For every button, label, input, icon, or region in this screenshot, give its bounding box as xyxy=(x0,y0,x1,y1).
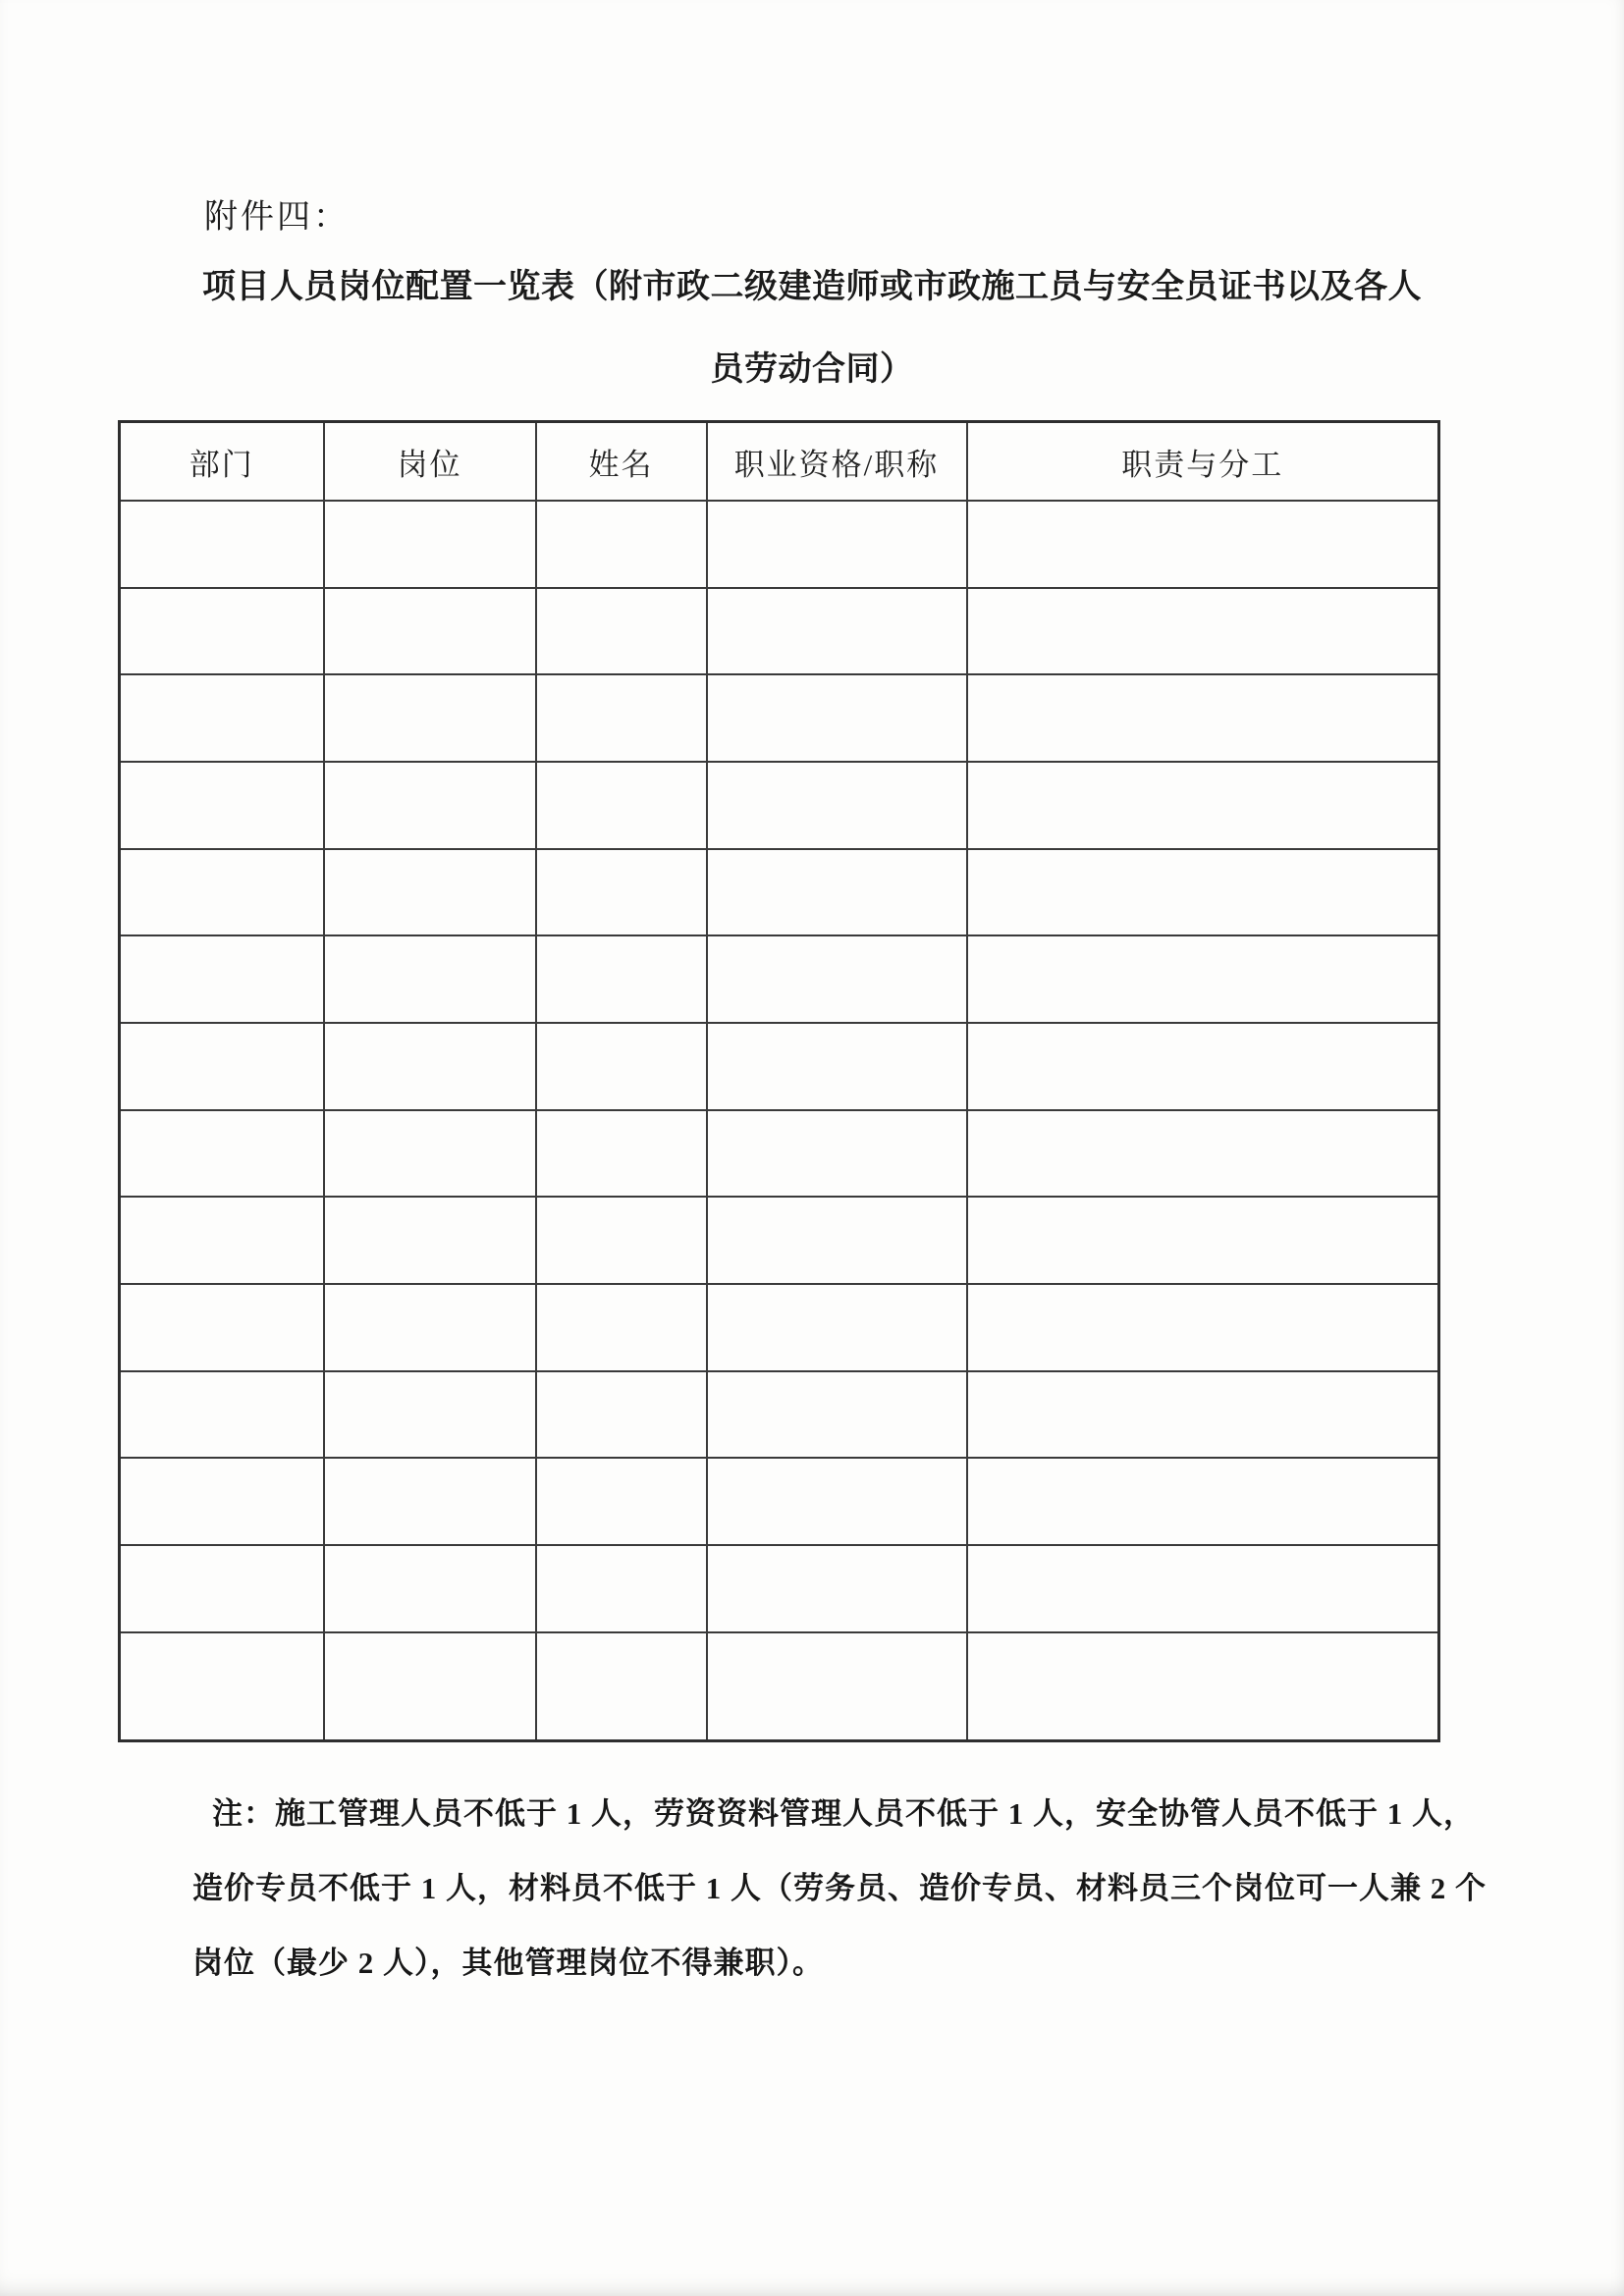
note-line-2: 造价专员不低于 1 人，材料员不低于 1 人（劳务员、造价专员、材料员三个岗位可一人兼 2 个 xyxy=(192,1871,1487,1905)
table-row xyxy=(120,1545,1439,1632)
table-cell-empty xyxy=(536,1023,707,1110)
table-cell-empty xyxy=(707,588,967,675)
table-cell-empty xyxy=(120,1197,324,1284)
table-header-row xyxy=(120,422,1439,502)
table-cell-empty xyxy=(120,1110,324,1198)
table-row xyxy=(120,1284,1439,1371)
table-cell-empty xyxy=(324,1110,536,1198)
table-cell-empty xyxy=(707,1545,967,1632)
table-cell-empty xyxy=(536,1458,707,1545)
table-cell-empty xyxy=(707,1632,967,1741)
table-cell-empty xyxy=(967,1545,1439,1632)
note-line-1: 注：施工管理人员不低于 1 人，劳资资料管理人员不低于 1 人，安全协管人员不低于 1 人， xyxy=(212,1796,1475,1831)
table-cell-empty xyxy=(967,1197,1439,1284)
table-cell-empty xyxy=(324,1371,536,1459)
table-cell-empty xyxy=(967,674,1439,762)
document-title-line-2: 员劳动合同） xyxy=(710,351,914,388)
table-cell-empty xyxy=(120,501,324,588)
table-cell-empty xyxy=(324,1197,536,1284)
table-cell-empty xyxy=(536,674,707,762)
table-row xyxy=(120,1371,1439,1459)
table-cell-empty xyxy=(707,1284,967,1371)
table-cell-empty xyxy=(324,1284,536,1371)
table-cell-empty xyxy=(536,1545,707,1632)
table-cell-empty xyxy=(324,935,536,1023)
header-cell-position: 岗位 xyxy=(324,422,536,502)
table-cell-empty xyxy=(707,1371,967,1459)
table-cell-empty xyxy=(967,1284,1439,1371)
table-cell-empty xyxy=(120,849,324,936)
table-cell-empty xyxy=(324,849,536,936)
table-row xyxy=(120,674,1439,762)
table-cell-empty xyxy=(967,1458,1439,1545)
table-cell-empty xyxy=(324,1632,536,1741)
document-title-line-1: 项目人员岗位配置一览表（附市政二级建造师或市政施工员与安全员证书以及各人 xyxy=(202,269,1422,305)
table-cell-empty xyxy=(536,1371,707,1459)
table-row xyxy=(120,1023,1439,1110)
table-cell-empty xyxy=(536,588,707,675)
table-row xyxy=(120,849,1439,936)
table-row xyxy=(120,762,1439,849)
table-cell-empty xyxy=(536,935,707,1023)
table-cell-empty xyxy=(536,1110,707,1198)
staffing-table xyxy=(118,420,1440,1742)
table-cell-empty xyxy=(324,1545,536,1632)
table-cell-empty xyxy=(120,762,324,849)
table-cell-empty xyxy=(536,501,707,588)
table-row xyxy=(120,588,1439,675)
table-cell-empty xyxy=(324,1458,536,1545)
header-cell-department: 部门 xyxy=(120,422,324,502)
table-cell-empty xyxy=(536,762,707,849)
staffing-table-body xyxy=(120,501,1439,1741)
table-cell-empty xyxy=(120,1632,324,1741)
table-row xyxy=(120,1110,1439,1198)
table-cell-empty xyxy=(324,501,536,588)
table-row xyxy=(120,501,1439,588)
table-row xyxy=(120,935,1439,1023)
table-cell-empty xyxy=(536,1197,707,1284)
note-paragraph xyxy=(192,1777,1487,2001)
table-cell-empty xyxy=(707,1110,967,1198)
table-cell-empty xyxy=(967,935,1439,1023)
table-row xyxy=(120,1197,1439,1284)
table-cell-empty xyxy=(120,1458,324,1545)
table-cell-empty xyxy=(324,588,536,675)
table-cell-empty xyxy=(324,1023,536,1110)
table-cell-empty xyxy=(707,1458,967,1545)
table-cell-empty xyxy=(967,588,1439,675)
header-cell-duties: 职责与分工 xyxy=(967,422,1439,502)
table-cell-empty xyxy=(707,762,967,849)
header-cell-qualification: 职业资格/职称 xyxy=(707,422,967,502)
table-row xyxy=(120,1632,1439,1741)
table-cell-empty xyxy=(120,1284,324,1371)
note-line-3: 岗位（最少 2 人），其他管理岗位不得兼职）。 xyxy=(192,1946,824,1980)
table-cell-empty xyxy=(967,1110,1439,1198)
table-cell-empty xyxy=(967,1023,1439,1110)
table-cell-empty xyxy=(967,762,1439,849)
table-cell-empty xyxy=(707,935,967,1023)
table-cell-empty xyxy=(120,1371,324,1459)
table-cell-empty xyxy=(536,1632,707,1741)
table-row xyxy=(120,1458,1439,1545)
table-cell-empty xyxy=(707,1197,967,1284)
table-cell-empty xyxy=(120,1545,324,1632)
table-cell-empty xyxy=(536,1284,707,1371)
header-cell-name: 姓名 xyxy=(536,422,707,502)
table-cell-empty xyxy=(707,1023,967,1110)
table-cell-empty xyxy=(120,588,324,675)
table-cell-empty xyxy=(707,501,967,588)
table-cell-empty xyxy=(120,1023,324,1110)
table-cell-empty xyxy=(707,674,967,762)
table-cell-empty xyxy=(120,935,324,1023)
table-cell-empty xyxy=(967,501,1439,588)
table-cell-empty xyxy=(324,674,536,762)
table-cell-empty xyxy=(967,849,1439,936)
table-cell-empty xyxy=(324,762,536,849)
attachment-label: 附件四： xyxy=(204,199,350,236)
table-cell-empty xyxy=(536,849,707,936)
table-cell-empty xyxy=(967,1632,1439,1741)
table-cell-empty xyxy=(707,849,967,936)
table-cell-empty xyxy=(120,674,324,762)
table-cell-empty xyxy=(967,1371,1439,1459)
